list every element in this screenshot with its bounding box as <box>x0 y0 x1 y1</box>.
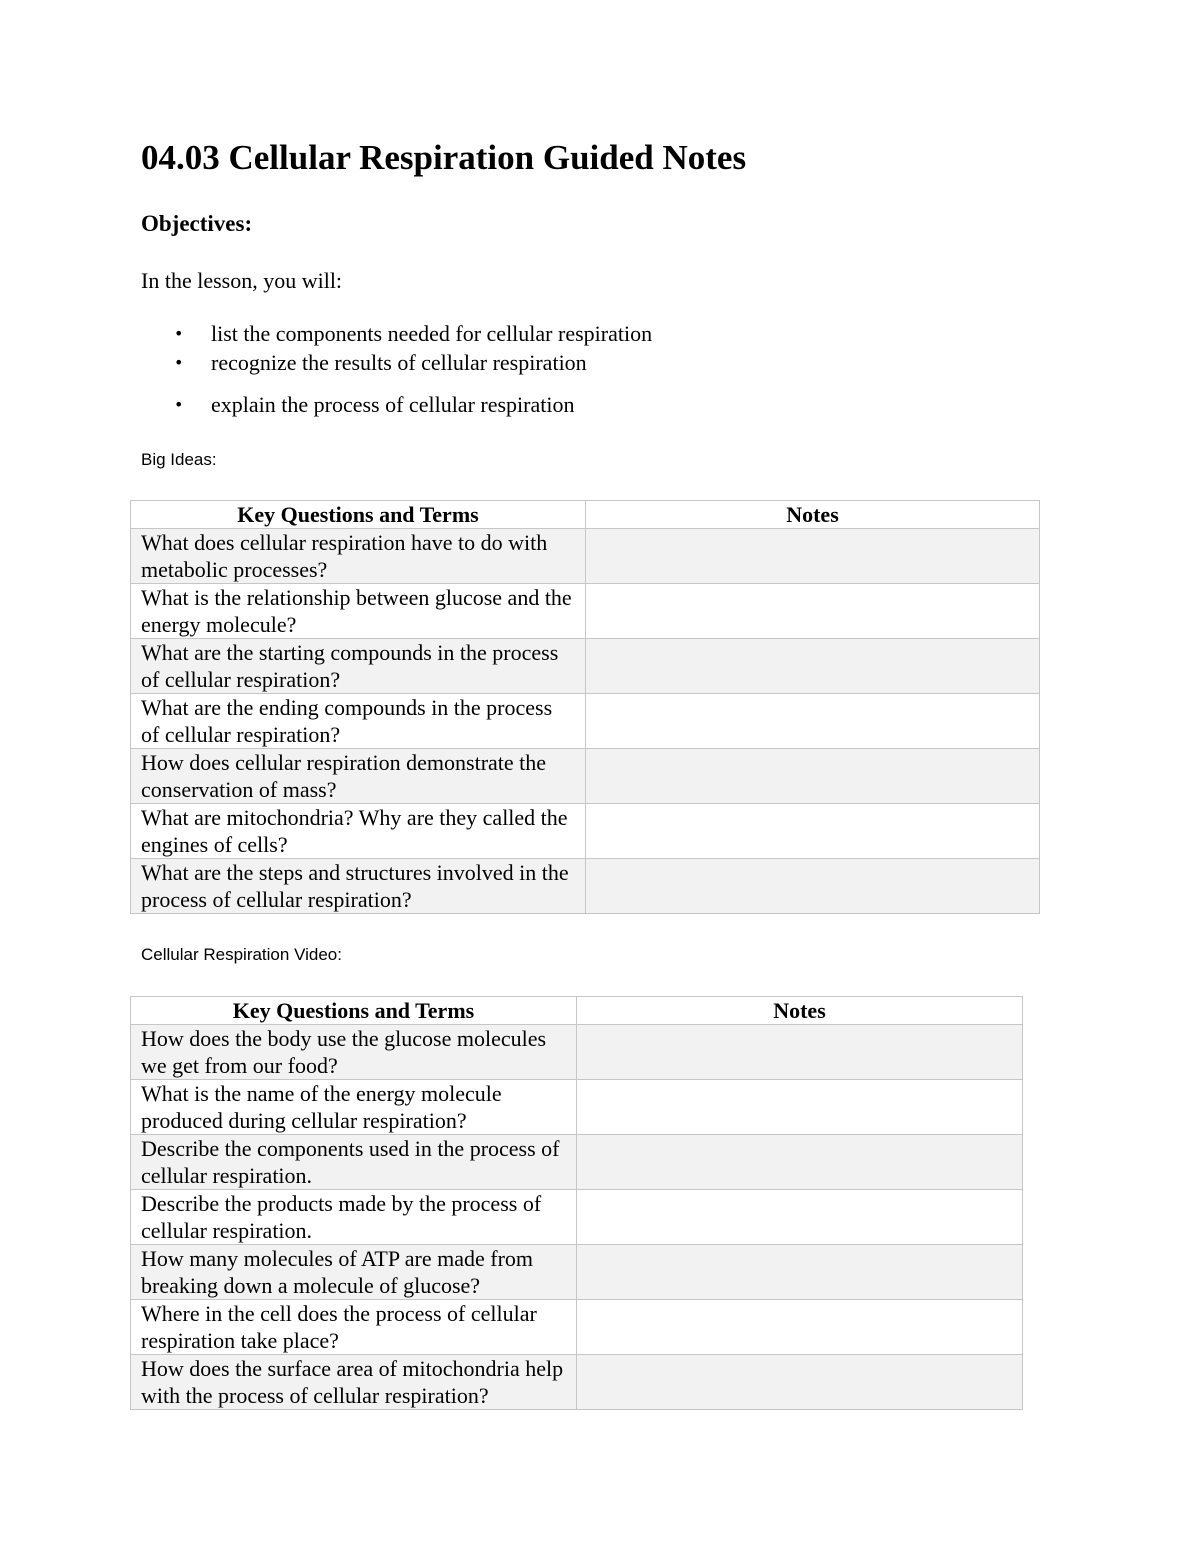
question-cell: How does the surface area of mitochondria help with the process of cellular respiration? <box>131 1355 577 1410</box>
table-row <box>131 859 1040 914</box>
objective-text: list the components needed for cellular respiration <box>211 321 653 346</box>
notes-cell[interactable] <box>586 529 1040 584</box>
objective-text: recognize the results of cellular respiration <box>211 350 587 375</box>
question-cell: What is the relationship between glucose and the energy molecule? <box>131 584 586 639</box>
bullet-icon: • <box>174 324 184 343</box>
question-cell: What are the steps and structures involved in the process of cellular respiration? <box>131 859 586 914</box>
table-row <box>131 1080 1023 1135</box>
table-row <box>131 529 1040 584</box>
question-cell: Describe the products made by the process of cellular respiration. <box>131 1190 577 1245</box>
question-cell: What are the starting compounds in the process of cellular respiration? <box>131 639 586 694</box>
big-ideas-table <box>130 500 1040 914</box>
notes-cell[interactable] <box>577 1300 1023 1355</box>
column-header-notes: Notes <box>577 997 1023 1025</box>
table-row <box>131 1025 1023 1080</box>
question-cell: Where in the cell does the process of cellular respiration take place? <box>131 1300 577 1355</box>
notes-cell[interactable] <box>577 1135 1023 1190</box>
table-row <box>131 1245 1023 1300</box>
objective-item <box>174 350 587 376</box>
table-row <box>131 694 1040 749</box>
table-row <box>131 749 1040 804</box>
question-cell: How many molecules of ATP are made from breaking down a molecule of glucose? <box>131 1245 577 1300</box>
section-label-big-ideas: Big Ideas: <box>141 450 217 469</box>
question-cell: How does cellular respiration demonstrate the conservation of mass? <box>131 749 586 804</box>
table-row <box>131 1355 1023 1410</box>
objective-item <box>174 321 652 347</box>
notes-cell[interactable] <box>586 694 1040 749</box>
notes-cell[interactable] <box>586 749 1040 804</box>
objectives-intro: In the lesson, you will: <box>141 268 343 293</box>
video-notes-table <box>130 996 1023 1410</box>
notes-cell[interactable] <box>586 584 1040 639</box>
table-header-row <box>131 997 1023 1025</box>
notes-cell[interactable] <box>586 804 1040 859</box>
table-row <box>131 804 1040 859</box>
question-cell: What are mitochondria? Why are they called the engines of cells? <box>131 804 586 859</box>
question-cell: What is the name of the energy molecule produced during cellular respiration? <box>131 1080 577 1135</box>
objectives-heading: Objectives: <box>141 211 253 236</box>
question-cell: What does cellular respiration have to do with metabolic processes? <box>131 529 586 584</box>
notes-cell[interactable] <box>577 1025 1023 1080</box>
column-header-notes: Notes <box>586 501 1040 529</box>
table-row <box>131 639 1040 694</box>
table-row <box>131 1300 1023 1355</box>
notes-cell[interactable] <box>577 1190 1023 1245</box>
notes-cell[interactable] <box>577 1245 1023 1300</box>
column-header-questions: Key Questions and Terms <box>131 997 577 1025</box>
notes-cell[interactable] <box>577 1080 1023 1135</box>
table-row <box>131 1190 1023 1245</box>
objective-text: explain the process of cellular respiration <box>211 392 575 417</box>
objective-item <box>174 392 574 418</box>
document-title: 04.03 Cellular Respiration Guided Notes <box>141 138 747 177</box>
section-label-video: Cellular Respiration Video: <box>141 945 342 964</box>
table-row <box>131 1135 1023 1190</box>
table-row <box>131 584 1040 639</box>
question-cell: Describe the components used in the process of cellular respiration. <box>131 1135 577 1190</box>
question-cell: What are the ending compounds in the process of cellular respiration? <box>131 694 586 749</box>
column-header-questions: Key Questions and Terms <box>131 501 586 529</box>
notes-cell[interactable] <box>577 1355 1023 1410</box>
notes-cell[interactable] <box>586 859 1040 914</box>
notes-cell[interactable] <box>586 639 1040 694</box>
bullet-icon: • <box>174 353 184 372</box>
question-cell: How does the body use the glucose molecules we get from our food? <box>131 1025 577 1080</box>
table-header-row <box>131 501 1040 529</box>
bullet-icon: • <box>174 395 184 414</box>
